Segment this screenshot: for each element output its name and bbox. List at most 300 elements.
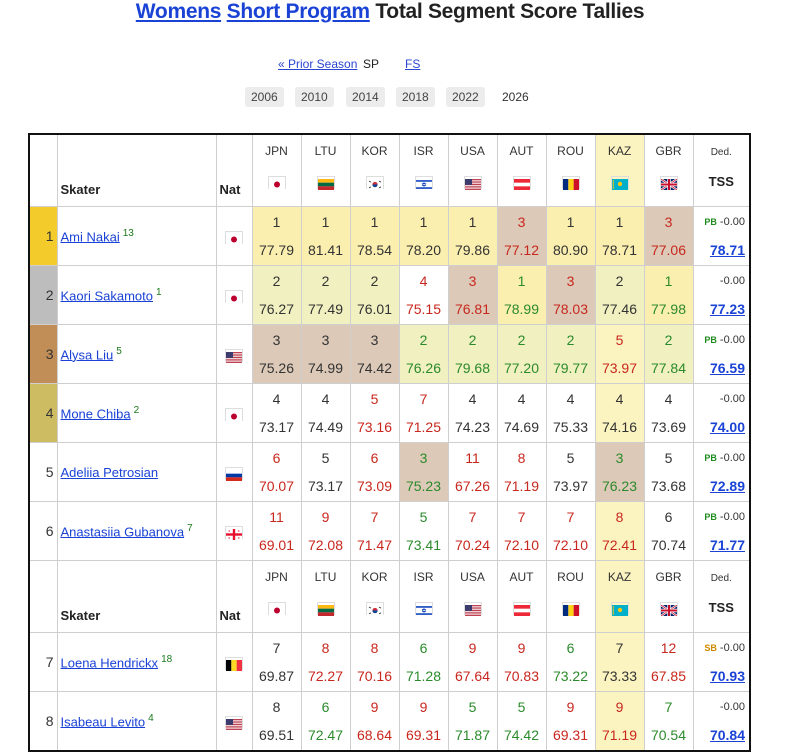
judge-score: 69.31 xyxy=(405,727,442,743)
tss-score-link[interactable]: 78.71 xyxy=(709,242,745,258)
page-title xyxy=(0,0,780,24)
skater-name-cell xyxy=(57,633,216,692)
skater-count: 7 xyxy=(187,522,193,534)
judge-score: 74.42 xyxy=(503,727,540,743)
skater-name-cell xyxy=(57,384,216,443)
judge-header-gbr xyxy=(644,561,693,633)
judge-score: 74.23 xyxy=(454,419,491,435)
gb-flag-icon xyxy=(660,602,678,615)
judge-score: 76.26 xyxy=(405,360,442,376)
pb-badge: PB xyxy=(704,453,717,463)
pb-badge: PB xyxy=(704,217,717,227)
judge-score-cell xyxy=(252,633,301,692)
judge-rank: 5 xyxy=(566,450,575,466)
judge-score: 73.69 xyxy=(650,419,687,435)
judge-score: 70.54 xyxy=(650,727,687,743)
skater-row xyxy=(29,325,750,384)
rank-cell: 5 xyxy=(29,443,57,502)
judge-rank: 6 xyxy=(370,450,379,466)
judge-score: 75.33 xyxy=(552,419,589,435)
judge-score-cell xyxy=(399,443,448,502)
judge-rank: 6 xyxy=(419,640,428,656)
judge-rank: 7 xyxy=(419,391,428,407)
year-tab-2014[interactable]: 2014 xyxy=(346,87,385,107)
judge-header-jpn xyxy=(252,134,301,207)
judge-score-cell xyxy=(448,384,497,443)
judge-score: 73.22 xyxy=(552,668,589,684)
judge-rank: 6 xyxy=(664,509,673,525)
skater-name-cell xyxy=(57,692,216,752)
judge-score-cell xyxy=(399,325,448,384)
judge-score: 76.01 xyxy=(356,301,393,317)
judge-rank: 9 xyxy=(370,699,379,715)
judge-score: 78.99 xyxy=(503,301,540,317)
judge-score: 77.84 xyxy=(650,360,687,376)
judge-score-cell xyxy=(644,633,693,692)
judge-score-cell xyxy=(350,443,399,502)
judge-header-aut xyxy=(497,561,546,633)
judge-score-cell xyxy=(301,325,350,384)
judge-score-cell xyxy=(644,325,693,384)
judge-score-cell xyxy=(350,266,399,325)
judge-rank: 3 xyxy=(419,450,428,466)
tss-cell xyxy=(693,207,750,266)
judge-score-cell xyxy=(448,443,497,502)
judge-score-cell xyxy=(252,384,301,443)
skater-name-link[interactable]: Adeliia Petrosian xyxy=(60,464,159,480)
judge-score-cell xyxy=(350,384,399,443)
judge-score-cell xyxy=(350,207,399,266)
judge-score: 76.81 xyxy=(454,301,491,317)
year-tab-2022[interactable]: 2022 xyxy=(446,87,485,107)
judge-rank: 4 xyxy=(321,391,330,407)
skater-name-link[interactable]: Isabeau Levito xyxy=(60,714,146,730)
judge-header-kaz xyxy=(595,561,644,633)
judge-rank: 6 xyxy=(566,640,575,656)
rank-cell: 6 xyxy=(29,502,57,561)
judge-code: KOR xyxy=(361,144,388,158)
judge-score: 77.79 xyxy=(258,242,295,258)
kz-flag-icon xyxy=(611,602,629,615)
judge-score: 69.31 xyxy=(552,727,589,743)
tss-cell xyxy=(693,266,750,325)
judge-rank: 6 xyxy=(272,450,281,466)
judge-score-cell xyxy=(546,443,595,502)
judge-header-isr xyxy=(399,561,448,633)
judge-rank: 9 xyxy=(517,640,526,656)
judge-score: 72.08 xyxy=(307,537,344,553)
judge-score-cell xyxy=(644,692,693,752)
judge-score: 72.41 xyxy=(601,537,638,553)
judge-score-cell xyxy=(546,502,595,561)
rank-cell: 1 xyxy=(29,207,57,266)
judge-score: 70.83 xyxy=(503,668,540,684)
skater-name-link[interactable]: Kaori Sakamoto xyxy=(60,288,153,304)
judge-header-aut xyxy=(497,134,546,207)
judge-rank: 7 xyxy=(517,509,526,525)
skater-name-link[interactable]: Anastasiia Gubanova xyxy=(60,524,185,540)
judge-score-cell xyxy=(301,692,350,752)
judge-score: 71.47 xyxy=(356,537,393,553)
tss-cell xyxy=(693,384,750,443)
judge-rank: 3 xyxy=(566,273,575,289)
judge-score: 73.41 xyxy=(405,537,442,553)
judge-rank: 5 xyxy=(321,450,330,466)
judge-rank: 7 xyxy=(370,509,379,525)
nationality-cell xyxy=(216,325,252,384)
skater-row xyxy=(29,692,750,752)
short-program-link[interactable]: Short Program xyxy=(226,0,370,23)
judge-score-cell xyxy=(546,325,595,384)
judge-rank: 8 xyxy=(272,699,281,715)
deduction-value: -0.00 xyxy=(719,642,745,654)
judge-score-cell xyxy=(448,502,497,561)
skater-row xyxy=(29,266,750,325)
judge-rank: 1 xyxy=(566,214,575,230)
us-flag-icon xyxy=(464,602,482,615)
skater-count: 4 xyxy=(148,712,154,724)
sb-badge: SB xyxy=(704,643,717,653)
judge-score: 78.54 xyxy=(356,242,393,258)
judge-score-cell xyxy=(644,443,693,502)
judge-rank: 2 xyxy=(517,332,526,348)
judge-score-cell xyxy=(546,266,595,325)
judge-header-kor xyxy=(350,561,399,633)
judge-rank: 3 xyxy=(615,450,624,466)
judge-header-kaz xyxy=(595,134,644,207)
judge-score: 73.33 xyxy=(601,668,638,684)
judge-rank: 2 xyxy=(321,273,330,289)
judge-score: 70.74 xyxy=(650,537,687,553)
judge-score-cell xyxy=(448,207,497,266)
skater-row xyxy=(29,207,750,266)
judge-score-cell xyxy=(399,502,448,561)
judge-score: 67.26 xyxy=(454,478,491,494)
judge-rank: 9 xyxy=(468,640,477,656)
judge-score-cell xyxy=(497,384,546,443)
judge-score: 73.09 xyxy=(356,478,393,494)
judge-score-cell xyxy=(595,692,644,752)
judge-score: 69.51 xyxy=(258,727,295,743)
judge-header-kor xyxy=(350,134,399,207)
judge-rank: 5 xyxy=(664,450,673,466)
nat-header: Nat xyxy=(216,561,252,633)
judge-score-cell xyxy=(497,502,546,561)
year-tab-2006[interactable]: 2006 xyxy=(245,87,284,107)
judge-rank: 7 xyxy=(566,509,575,525)
judge-score-cell xyxy=(301,266,350,325)
judge-rank: 4 xyxy=(468,391,477,407)
judge-score-cell xyxy=(252,325,301,384)
deduction-value: -0.00 xyxy=(719,511,745,523)
tss-cell xyxy=(693,502,750,561)
tss-cell xyxy=(693,633,750,692)
skater-name-link[interactable]: Alysa Liu xyxy=(60,347,114,363)
skater-name-cell xyxy=(57,443,216,502)
judge-score-cell xyxy=(644,266,693,325)
judge-score-cell xyxy=(546,384,595,443)
rank-cell: 2 xyxy=(29,266,57,325)
tss-score-link[interactable]: 77.23 xyxy=(709,301,745,317)
deduction-line xyxy=(694,634,746,662)
judge-score-cell xyxy=(350,692,399,752)
judge-rank: 2 xyxy=(566,332,575,348)
judge-score-cell xyxy=(350,633,399,692)
judge-score: 79.68 xyxy=(454,360,491,376)
judge-header-rou xyxy=(546,561,595,633)
tss-label: TSS xyxy=(708,600,734,615)
judge-rank: 5 xyxy=(468,699,477,715)
judge-score: 71.28 xyxy=(405,668,442,684)
skater-header: Skater xyxy=(57,134,216,207)
judge-score: 79.77 xyxy=(552,360,589,376)
judge-rank: 7 xyxy=(468,509,477,525)
nationality-cell xyxy=(216,207,252,266)
judge-rank: 2 xyxy=(664,332,673,348)
judge-score: 67.64 xyxy=(454,668,491,684)
tss-cell xyxy=(693,443,750,502)
judge-score-cell xyxy=(644,502,693,561)
skater-name-link[interactable]: Mone Chiba xyxy=(60,406,131,422)
judge-rank: 8 xyxy=(321,640,330,656)
judge-score-cell xyxy=(595,384,644,443)
judge-code: KAZ xyxy=(607,570,632,584)
jp-flag-icon xyxy=(225,290,243,303)
at-flag-icon xyxy=(513,602,531,615)
judge-score: 72.27 xyxy=(307,668,344,684)
deduction-line xyxy=(694,208,746,236)
judge-header-rou xyxy=(546,134,595,207)
judge-code: ROU xyxy=(557,570,584,584)
il-flag-icon xyxy=(415,176,433,189)
judge-score: 78.71 xyxy=(601,242,638,258)
jp-flag-icon xyxy=(268,176,286,189)
judge-score-cell xyxy=(497,266,546,325)
tss-score-link[interactable]: 70.84 xyxy=(709,727,745,743)
judge-rank: 7 xyxy=(272,640,281,656)
judge-rank: 1 xyxy=(272,214,281,230)
fs-link[interactable]: FS xyxy=(405,57,421,71)
judge-score: 73.97 xyxy=(601,360,638,376)
us-flag-icon xyxy=(464,176,482,189)
judge-code: USA xyxy=(460,144,485,158)
tss-header xyxy=(693,561,750,633)
skater-row xyxy=(29,384,750,443)
deduction-value: -0.00 xyxy=(719,334,745,346)
judge-score-cell xyxy=(252,692,301,752)
judge-score-cell xyxy=(497,443,546,502)
judge-rank: 5 xyxy=(517,699,526,715)
judge-header-isr xyxy=(399,134,448,207)
judge-score-cell xyxy=(497,692,546,752)
judge-score: 73.17 xyxy=(307,478,344,494)
tss-score-link[interactable]: 74.00 xyxy=(709,419,745,435)
tss-score-link[interactable]: 70.93 xyxy=(709,668,745,684)
judge-score-cell xyxy=(497,633,546,692)
judge-code: GBR xyxy=(655,144,682,158)
judge-score: 76.27 xyxy=(258,301,295,317)
judge-score: 74.49 xyxy=(307,419,344,435)
judge-score-cell xyxy=(595,325,644,384)
judge-rank: 8 xyxy=(615,509,624,525)
judge-rank: 5 xyxy=(370,391,379,407)
deduction-line xyxy=(694,503,746,531)
judge-score: 73.68 xyxy=(650,478,687,494)
judge-score: 77.98 xyxy=(650,301,687,317)
skater-count: 5 xyxy=(116,345,122,357)
header-row xyxy=(29,561,750,633)
year-tab-2018[interactable]: 2018 xyxy=(396,87,435,107)
judge-score-cell xyxy=(497,325,546,384)
skater-row xyxy=(29,633,750,692)
judge-score: 72.10 xyxy=(552,537,589,553)
deduction-value: -0.00 xyxy=(719,701,745,713)
judge-score-cell xyxy=(399,266,448,325)
deduction-line xyxy=(694,267,746,295)
judge-score: 76.23 xyxy=(601,478,638,494)
judge-code: GBR xyxy=(655,570,682,584)
prior-season-link[interactable]: « Prior Season xyxy=(278,57,358,71)
judge-score: 70.07 xyxy=(258,478,295,494)
judge-score: 69.01 xyxy=(258,537,295,553)
deduction-value: -0.00 xyxy=(719,275,745,287)
judge-score: 71.19 xyxy=(601,727,638,743)
skater-name-cell xyxy=(57,325,216,384)
judge-rank: 11 xyxy=(465,450,480,466)
skater-name-link[interactable]: Ami Nakai xyxy=(60,229,120,245)
judge-score-cell xyxy=(399,384,448,443)
kr-flag-icon xyxy=(366,176,384,189)
kr-flag-icon xyxy=(366,602,384,615)
judge-score: 77.49 xyxy=(307,301,344,317)
us-flag-icon xyxy=(225,716,243,729)
judge-score: 77.46 xyxy=(601,301,638,317)
judge-header-ltu xyxy=(301,134,350,207)
judge-score-cell xyxy=(546,633,595,692)
skater-count: 1 xyxy=(156,286,162,298)
lt-flag-icon xyxy=(317,602,335,615)
judge-rank: 2 xyxy=(272,273,281,289)
nationality-cell xyxy=(216,443,252,502)
judge-rank: 9 xyxy=(321,509,330,525)
judge-rank: 1 xyxy=(517,273,526,289)
tss-score-link[interactable]: 76.59 xyxy=(709,360,745,376)
tss-label: TSS xyxy=(708,174,734,189)
jp-flag-icon xyxy=(225,231,243,244)
judge-rank: 4 xyxy=(517,391,526,407)
judge-score: 67.85 xyxy=(650,668,687,684)
judge-header-usa xyxy=(448,561,497,633)
ru-flag-icon xyxy=(225,467,243,480)
judge-rank: 4 xyxy=(419,273,428,289)
skater-count: 18 xyxy=(161,653,173,665)
judge-score: 77.12 xyxy=(503,242,540,258)
skater-row xyxy=(29,443,750,502)
judge-score-cell xyxy=(301,384,350,443)
ded-header: Ded. xyxy=(710,573,732,584)
rank-cell: 3 xyxy=(29,325,57,384)
nationality-cell xyxy=(216,266,252,325)
judge-rank: 7 xyxy=(664,699,673,715)
tss-cell xyxy=(693,692,750,752)
judge-score: 71.87 xyxy=(454,727,491,743)
judge-score: 71.19 xyxy=(503,478,540,494)
year-tab-2010[interactable]: 2010 xyxy=(295,87,334,107)
deduction-value: -0.00 xyxy=(719,216,745,228)
judge-score-cell xyxy=(301,207,350,266)
womens-link[interactable]: Womens xyxy=(135,0,222,23)
judge-score: 70.24 xyxy=(454,537,491,553)
nationality-cell xyxy=(216,384,252,443)
judge-rank: 4 xyxy=(615,391,624,407)
jp-flag-icon xyxy=(268,602,286,615)
judge-code: USA xyxy=(460,570,485,584)
deduction-line xyxy=(694,444,746,472)
judge-score: 74.99 xyxy=(307,360,344,376)
judge-score: 74.69 xyxy=(503,419,540,435)
judge-score: 77.20 xyxy=(503,360,540,376)
judge-score: 71.25 xyxy=(405,419,442,435)
deduction-value: -0.00 xyxy=(719,452,745,464)
tss-score-link[interactable]: 71.77 xyxy=(709,537,745,553)
judge-score-cell xyxy=(448,325,497,384)
judge-code: AUT xyxy=(509,570,534,584)
judge-rank: 2 xyxy=(419,332,428,348)
judge-rank: 3 xyxy=(321,332,330,348)
tss-header xyxy=(693,134,750,207)
judge-score-cell xyxy=(399,207,448,266)
judge-rank: 3 xyxy=(517,214,526,230)
judge-score-cell xyxy=(644,207,693,266)
jp-flag-icon xyxy=(225,408,243,421)
judge-header-ltu xyxy=(301,561,350,633)
judge-score-cell xyxy=(301,502,350,561)
ded-header: Ded. xyxy=(710,147,732,158)
year-tabs xyxy=(0,87,808,109)
tss-score-link[interactable]: 72.89 xyxy=(709,478,745,494)
skater-name-cell xyxy=(57,266,216,325)
judge-score-cell xyxy=(252,207,301,266)
judge-score: 75.26 xyxy=(258,360,295,376)
judge-code: JPN xyxy=(265,144,288,158)
rank-header xyxy=(29,134,57,207)
judge-rank: 3 xyxy=(370,332,379,348)
skater-name-link[interactable]: Loena Hendrickx xyxy=(60,655,159,671)
season-nav xyxy=(0,57,808,73)
judge-rank: 1 xyxy=(468,214,477,230)
nat-header: Nat xyxy=(216,134,252,207)
skater-count: 13 xyxy=(122,227,134,239)
judge-rank: 9 xyxy=(615,699,624,715)
judge-rank: 9 xyxy=(566,699,575,715)
judge-rank: 3 xyxy=(468,273,477,289)
deduction-value: -0.00 xyxy=(719,393,745,405)
header-row xyxy=(29,134,750,207)
judge-rank: 9 xyxy=(419,699,428,715)
judge-score: 75.23 xyxy=(405,478,442,494)
judge-score: 77.06 xyxy=(650,242,687,258)
judge-rank: 8 xyxy=(517,450,526,466)
judge-rank: 12 xyxy=(660,640,677,656)
judge-score-cell xyxy=(252,443,301,502)
rank-cell: 7 xyxy=(29,633,57,692)
judge-score-cell xyxy=(252,266,301,325)
judge-score-cell xyxy=(546,207,595,266)
judge-code: KOR xyxy=(361,570,388,584)
judge-score: 79.86 xyxy=(454,242,491,258)
judge-score-cell xyxy=(448,692,497,752)
judge-score: 68.64 xyxy=(356,727,393,743)
